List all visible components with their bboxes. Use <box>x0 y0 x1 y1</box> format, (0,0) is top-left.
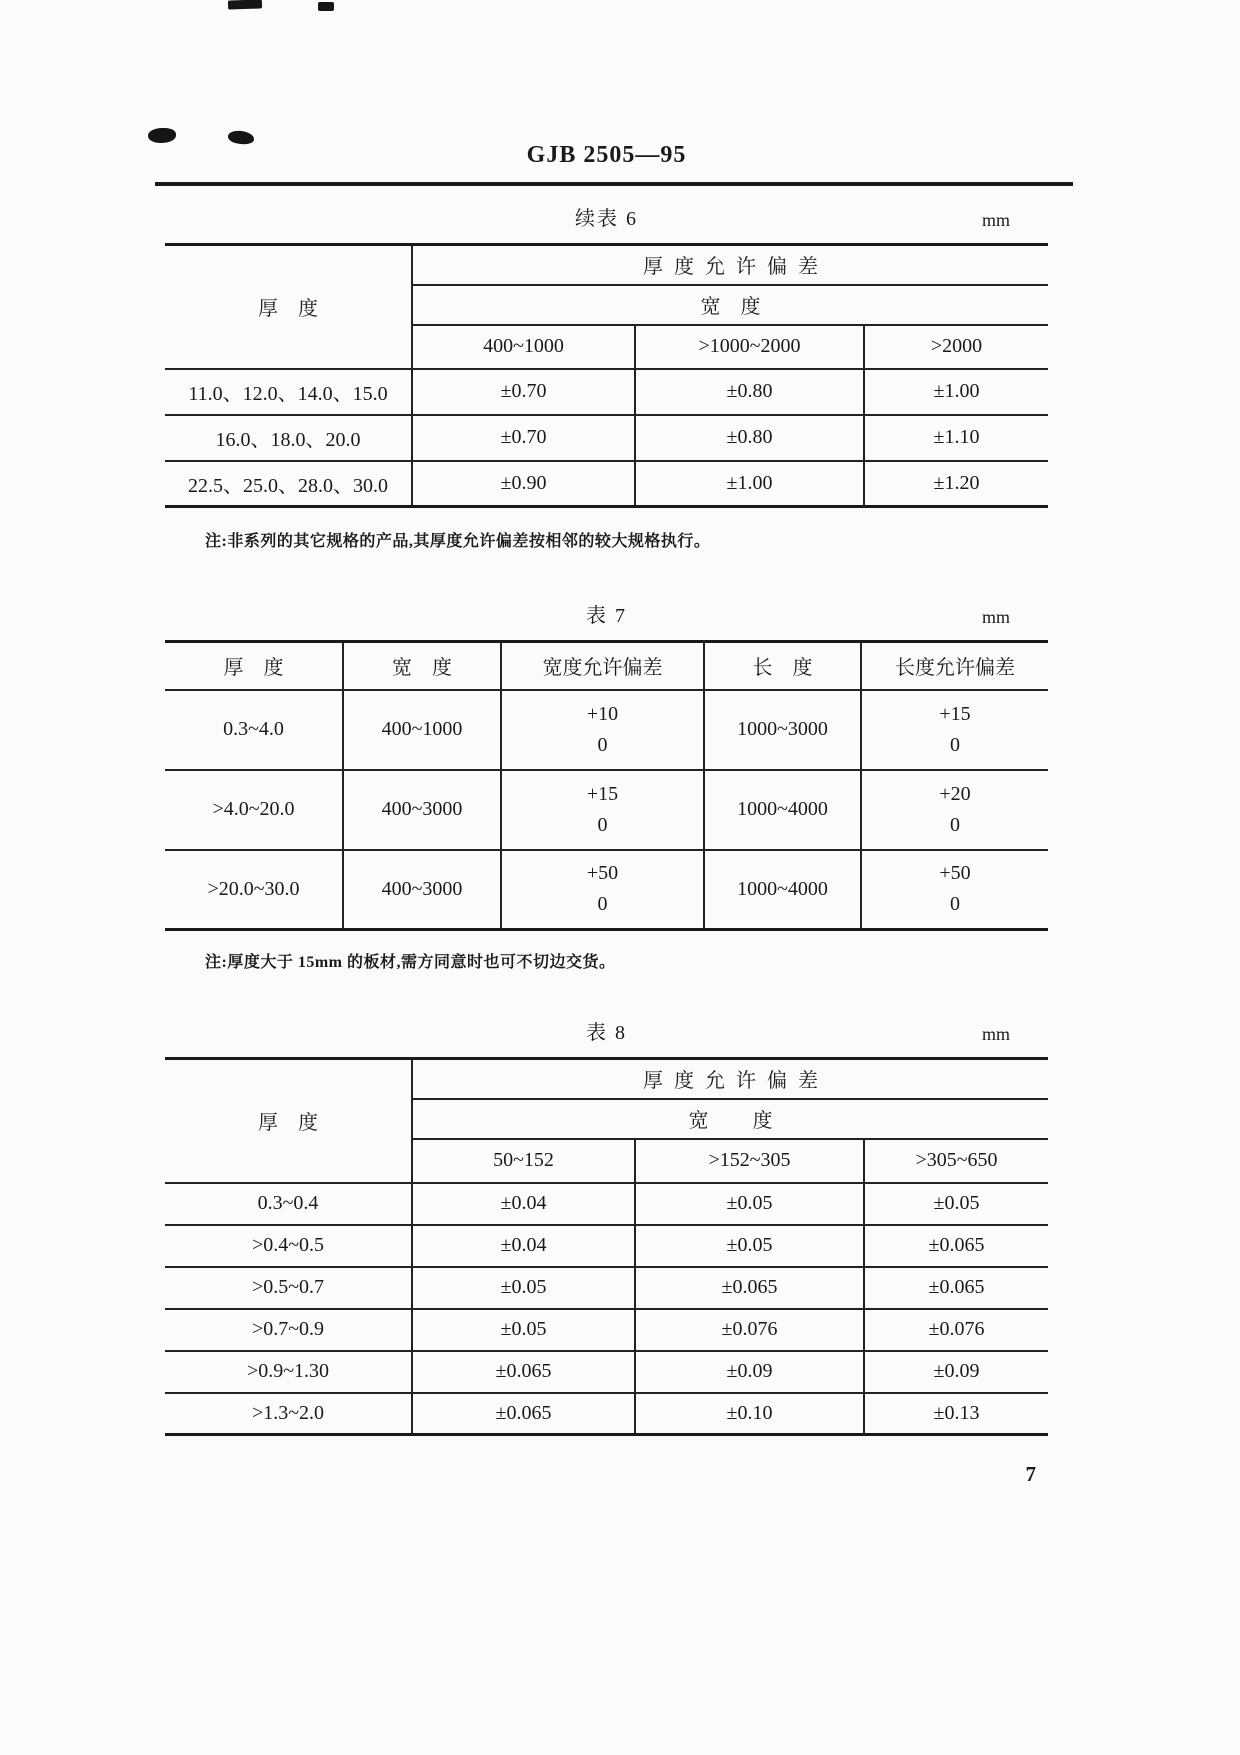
tolerance-upper: +15 <box>939 702 971 725</box>
table8-row <box>165 1351 1048 1393</box>
tolerance-cell: ±0.076 <box>635 1309 864 1351</box>
table6-row <box>165 415 1048 461</box>
width-tolerance-cell <box>501 770 704 850</box>
length-cell: 1000~4000 <box>704 770 861 850</box>
table6-col-header: 400~1000 <box>412 325 635 369</box>
tolerance-cell: ±0.05 <box>412 1309 635 1351</box>
table6-thickness-tolerance <box>165 243 1048 508</box>
tolerance-cell: ±0.065 <box>635 1267 864 1309</box>
scan-artifact <box>318 2 334 11</box>
tolerance-cell: ±0.04 <box>412 1183 635 1225</box>
table8-width-header: 宽度 <box>412 1099 1048 1139</box>
table8-corner-header: 厚度 <box>165 1059 412 1183</box>
table6-group-header: 厚度允许偏差 <box>412 245 1048 285</box>
table7-col-header-thickness: 厚度 <box>165 642 343 690</box>
thickness-cell: >0.4~0.5 <box>165 1225 412 1267</box>
tolerance-lower: 0 <box>950 813 960 836</box>
table8-col-header: 50~152 <box>412 1139 635 1183</box>
tolerance-cell: ±0.80 <box>635 369 864 415</box>
length-tolerance-cell <box>861 690 1048 770</box>
width-tolerance-cell <box>501 690 704 770</box>
tolerance-cell: ±1.00 <box>864 369 1048 415</box>
tolerance-cell: ±0.09 <box>635 1351 864 1393</box>
tolerance-upper: +50 <box>939 862 971 885</box>
table6-unit-label: mm <box>981 210 1010 230</box>
table7-col-header-width-tol: 宽度允许偏差 <box>501 642 704 690</box>
table7-width-length-tolerance <box>165 640 1048 931</box>
tolerance-cell: ±0.10 <box>635 1393 864 1435</box>
table8-header-row-group <box>165 1059 1048 1099</box>
page-number: 7 <box>1025 1462 1036 1486</box>
title-rule <box>155 182 1073 186</box>
tolerance-upper: +50 <box>586 862 619 885</box>
page-content <box>165 142 1048 1487</box>
tolerance-cell: ±1.20 <box>864 461 1048 507</box>
table6-caption: 续表 6 <box>575 208 638 230</box>
tolerance-cell: ±0.05 <box>412 1267 635 1309</box>
length-tolerance-cell <box>861 850 1048 930</box>
table6-caption-row <box>165 202 1048 230</box>
tolerance-lower: 0 <box>597 893 608 916</box>
table8-thin-sheet-tolerance <box>165 1057 1048 1436</box>
tolerance-cell: ±0.076 <box>864 1309 1048 1351</box>
tolerance-cell: ±0.05 <box>635 1225 864 1267</box>
table7-caption-row <box>165 599 1048 627</box>
thickness-cell: >0.7~0.9 <box>165 1309 412 1351</box>
table8-unit-label: mm <box>981 1024 1010 1044</box>
table7-unit-label: mm <box>981 607 1010 627</box>
table8-row <box>165 1225 1048 1267</box>
table6-col-header: >1000~2000 <box>635 325 864 369</box>
tolerance-upper: +10 <box>586 702 619 725</box>
thickness-cell: 0.3~0.4 <box>165 1183 412 1225</box>
tolerance-cell: ±0.065 <box>864 1225 1048 1267</box>
thickness-cell: 22.5、25.0、28.0、30.0 <box>165 461 412 507</box>
tolerance-cell: ±0.05 <box>635 1183 864 1225</box>
tolerance-cell: ±0.065 <box>412 1351 635 1393</box>
scan-artifact <box>148 128 176 143</box>
thickness-cell: 0.3~4.0 <box>165 690 343 770</box>
thickness-cell: 16.0、18.0、20.0 <box>165 415 412 461</box>
standard-code-title: GJB 2505—95 <box>526 142 687 168</box>
tolerance-lower: 0 <box>950 893 960 916</box>
table8-col-header: >305~650 <box>864 1139 1048 1183</box>
table7-header-row <box>165 642 1048 690</box>
scan-artifact <box>228 0 262 10</box>
table7-row <box>165 690 1048 770</box>
tolerance-cell: ±1.00 <box>635 461 864 507</box>
table8-caption-row <box>165 1016 1048 1044</box>
width-tolerance-cell <box>501 850 704 930</box>
table6-corner-header: 厚度 <box>165 245 412 369</box>
table8-row <box>165 1309 1048 1351</box>
table7-row <box>165 850 1048 930</box>
tolerance-cell: ±0.70 <box>412 369 635 415</box>
tolerance-cell: ±0.09 <box>864 1351 1048 1393</box>
thickness-cell: >0.5~0.7 <box>165 1267 412 1309</box>
tolerance-lower: 0 <box>597 813 608 836</box>
tolerance-cell: ±0.70 <box>412 415 635 461</box>
tolerance-cell: ±0.065 <box>864 1267 1048 1309</box>
table7-col-header-length-tol: 长度允许偏差 <box>861 642 1048 690</box>
tolerance-lower: 0 <box>950 733 960 756</box>
thickness-cell: >20.0~30.0 <box>165 850 343 930</box>
tolerance-upper: +20 <box>939 782 971 805</box>
thickness-cell: 11.0、12.0、14.0、15.0 <box>165 369 412 415</box>
width-cell: 400~3000 <box>343 850 501 930</box>
table7-caption: 表 7 <box>586 605 627 627</box>
table8-col-header: >152~305 <box>635 1139 864 1183</box>
thickness-cell: >0.9~1.30 <box>165 1351 412 1393</box>
width-cell: 400~3000 <box>343 770 501 850</box>
table6-col-header: >2000 <box>864 325 1048 369</box>
length-cell: 1000~4000 <box>704 850 861 930</box>
table6-row <box>165 461 1048 507</box>
table6-row <box>165 369 1048 415</box>
tolerance-cell: ±1.10 <box>864 415 1048 461</box>
table8-row <box>165 1267 1048 1309</box>
table7-note: 注:厚度大于 15mm 的板材,需方同意时也可不切边交货。 <box>205 954 616 971</box>
table6-width-header: 宽度 <box>412 285 1048 325</box>
table7-col-header-length: 长度 <box>704 642 861 690</box>
table7-row <box>165 770 1048 850</box>
tolerance-upper: +15 <box>586 782 619 805</box>
tolerance-lower: 0 <box>597 733 608 756</box>
width-cell: 400~1000 <box>343 690 501 770</box>
table6-note: 注:非系列的其它规格的产品,其厚度允许偏差按相邻的较大规格执行。 <box>205 533 711 550</box>
table8-row <box>165 1393 1048 1435</box>
length-tolerance-cell <box>861 770 1048 850</box>
tolerance-cell: ±0.04 <box>412 1225 635 1267</box>
table7-col-header-width: 宽度 <box>343 642 501 690</box>
length-cell: 1000~3000 <box>704 690 861 770</box>
thickness-cell: >4.0~20.0 <box>165 770 343 850</box>
table6-header-row-group <box>165 245 1048 285</box>
tolerance-cell: ±0.065 <box>412 1393 635 1435</box>
table8-group-header: 厚度允许偏差 <box>412 1059 1048 1099</box>
tolerance-cell: ±0.80 <box>635 415 864 461</box>
tolerance-cell: ±0.13 <box>864 1393 1048 1435</box>
tolerance-cell: ±0.05 <box>864 1183 1048 1225</box>
table8-row <box>165 1183 1048 1225</box>
thickness-cell: >1.3~2.0 <box>165 1393 412 1435</box>
tolerance-cell: ±0.90 <box>412 461 635 507</box>
table8-caption: 表 8 <box>586 1022 627 1044</box>
